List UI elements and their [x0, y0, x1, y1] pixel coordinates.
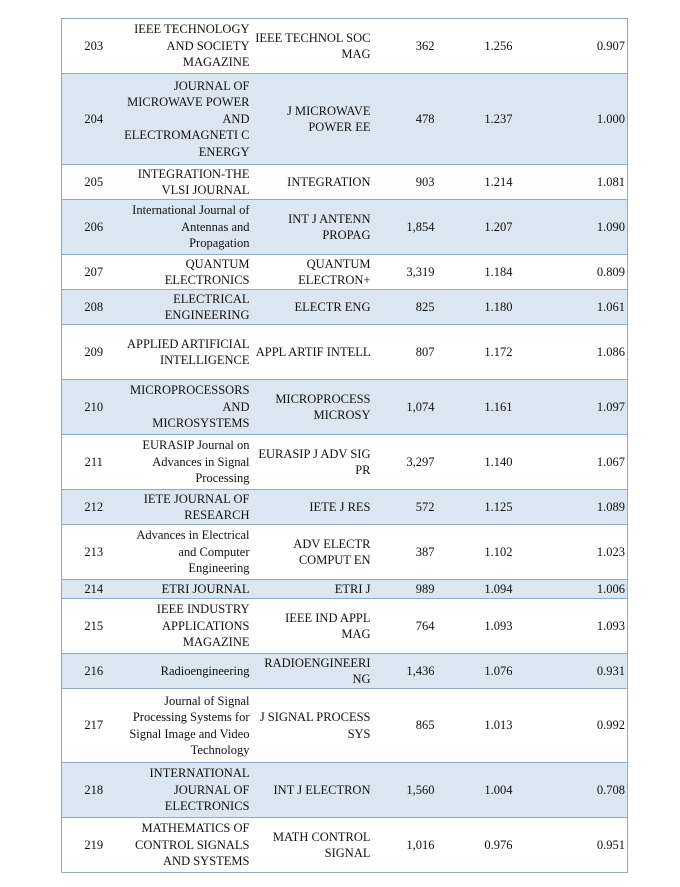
total-cites-cell: 825 — [374, 290, 443, 325]
score-cell: 0.809 — [535, 255, 628, 290]
journal-abbrev-cell: ELECTR ENG — [253, 290, 374, 325]
journal-abbrev-cell: MICROPROCESS MICROSY — [253, 380, 374, 435]
score-cell: 0.992 — [535, 689, 628, 763]
journal-abbrev-cell: EURASIP J ADV SIG PR — [253, 435, 374, 490]
journal-title-cell: International Journal of Antennas and Propagation — [122, 200, 253, 255]
table-row — [62, 818, 628, 873]
journal-title-cell: Journal of Signal Processing Systems for Signal Image and Video Technology — [122, 689, 253, 763]
journal-abbrev-cell: ADV ELECTR COMPUT EN — [253, 525, 374, 580]
journal-abbrev-cell: ETRI J — [253, 580, 374, 599]
journal-abbrev-cell: IETE J RES — [253, 490, 374, 525]
journal-title-cell: IETE JOURNAL OF RESEARCH — [122, 490, 253, 525]
journal-title-cell: INTEGRATION-THE VLSI JOURNAL — [122, 165, 253, 200]
score-cell: 1.090 — [535, 200, 628, 255]
table-row — [62, 255, 628, 290]
journal-title-cell: EURASIP Journal on Advances in Signal Processing — [122, 435, 253, 490]
rank-cell: 216 — [62, 654, 122, 689]
table-row — [62, 689, 628, 763]
journal-abbrev-cell: INT J ELECTRON — [253, 763, 374, 818]
table-row — [62, 19, 628, 74]
impact-factor-cell: 1.256 — [443, 19, 535, 74]
journal-title-cell: QUANTUM ELECTRONICS — [122, 255, 253, 290]
journal-abbrev-cell: RADIOENGINEERI NG — [253, 654, 374, 689]
impact-factor-cell: 1.180 — [443, 290, 535, 325]
impact-factor-cell: 1.076 — [443, 654, 535, 689]
journal-abbrev-cell: INT J ANTENN PROPAG — [253, 200, 374, 255]
rank-cell: 207 — [62, 255, 122, 290]
rank-cell: 213 — [62, 525, 122, 580]
score-cell: 1.067 — [535, 435, 628, 490]
impact-factor-cell: 0.976 — [443, 818, 535, 873]
journal-abbrev-cell: J SIGNAL PROCESS SYS — [253, 689, 374, 763]
score-cell: 1.097 — [535, 380, 628, 435]
journal-title-cell: IEEE TECHNOLOGY AND SOCIETY MAGAZINE — [122, 19, 253, 74]
rank-cell: 209 — [62, 325, 122, 380]
score-cell: 1.061 — [535, 290, 628, 325]
impact-factor-cell: 1.184 — [443, 255, 535, 290]
journal-title-cell: Radioengineering — [122, 654, 253, 689]
journal-abbrev-cell: QUANTUM ELECTRON+ — [253, 255, 374, 290]
journal-title-cell: APPLIED ARTIFICIAL INTELLIGENCE — [122, 325, 253, 380]
table-row — [62, 74, 628, 165]
total-cites-cell: 1,854 — [374, 200, 443, 255]
table-row — [62, 325, 628, 380]
impact-factor-cell: 1.237 — [443, 74, 535, 165]
rank-cell: 219 — [62, 818, 122, 873]
total-cites-cell: 807 — [374, 325, 443, 380]
journal-title-cell: MICROPROCESSORS AND MICROSYSTEMS — [122, 380, 253, 435]
table-row — [62, 165, 628, 200]
journal-abbrev-cell: J MICROWAVE POWER EE — [253, 74, 374, 165]
impact-factor-cell: 1.214 — [443, 165, 535, 200]
table-row — [62, 380, 628, 435]
score-cell: 1.023 — [535, 525, 628, 580]
score-cell: 0.931 — [535, 654, 628, 689]
total-cites-cell: 1,436 — [374, 654, 443, 689]
journal-title-cell: MATHEMATICS OF CONTROL SIGNALS AND SYSTEMS — [122, 818, 253, 873]
total-cites-cell: 989 — [374, 580, 443, 599]
impact-factor-cell: 1.093 — [443, 599, 535, 654]
journal-ranking-table — [61, 18, 628, 873]
rank-cell: 217 — [62, 689, 122, 763]
score-cell: 1.086 — [535, 325, 628, 380]
total-cites-cell: 1,074 — [374, 380, 443, 435]
score-cell: 1.089 — [535, 490, 628, 525]
rank-cell: 208 — [62, 290, 122, 325]
journal-title-cell: ELECTRICAL ENGINEERING — [122, 290, 253, 325]
impact-factor-cell: 1.004 — [443, 763, 535, 818]
journal-title-cell: ETRI JOURNAL — [122, 580, 253, 599]
table-row — [62, 580, 628, 599]
score-cell: 1.000 — [535, 74, 628, 165]
score-cell: 1.006 — [535, 580, 628, 599]
total-cites-cell: 387 — [374, 525, 443, 580]
table-row — [62, 599, 628, 654]
table-row — [62, 763, 628, 818]
rank-cell: 214 — [62, 580, 122, 599]
impact-factor-cell: 1.094 — [443, 580, 535, 599]
impact-factor-cell: 1.125 — [443, 490, 535, 525]
rank-cell: 210 — [62, 380, 122, 435]
total-cites-cell: 478 — [374, 74, 443, 165]
rank-cell: 205 — [62, 165, 122, 200]
table-row — [62, 654, 628, 689]
rank-cell: 206 — [62, 200, 122, 255]
table-row — [62, 290, 628, 325]
table-row — [62, 490, 628, 525]
impact-factor-cell: 1.207 — [443, 200, 535, 255]
total-cites-cell: 764 — [374, 599, 443, 654]
impact-factor-cell: 1.013 — [443, 689, 535, 763]
total-cites-cell: 362 — [374, 19, 443, 74]
journal-title-cell: INTERNATIONAL JOURNAL OF ELECTRONICS — [122, 763, 253, 818]
total-cites-cell: 1,560 — [374, 763, 443, 818]
rank-cell: 218 — [62, 763, 122, 818]
score-cell: 1.081 — [535, 165, 628, 200]
table-body — [62, 19, 628, 873]
journal-abbrev-cell: IEEE IND APPL MAG — [253, 599, 374, 654]
score-cell: 0.951 — [535, 818, 628, 873]
score-cell: 0.907 — [535, 19, 628, 74]
rank-cell: 212 — [62, 490, 122, 525]
journal-title-cell: JOURNAL OF MICROWAVE POWER AND ELECTROMAGNETI C ENERGY — [122, 74, 253, 165]
journal-abbrev-cell: MATH CONTROL SIGNAL — [253, 818, 374, 873]
total-cites-cell: 3,319 — [374, 255, 443, 290]
score-cell: 0.708 — [535, 763, 628, 818]
impact-factor-cell: 1.161 — [443, 380, 535, 435]
impact-factor-cell: 1.102 — [443, 525, 535, 580]
journal-abbrev-cell: INTEGRATION — [253, 165, 374, 200]
impact-factor-cell: 1.172 — [443, 325, 535, 380]
total-cites-cell: 1,016 — [374, 818, 443, 873]
score-cell: 1.093 — [535, 599, 628, 654]
journal-abbrev-cell: APPL ARTIF INTELL — [253, 325, 374, 380]
total-cites-cell: 865 — [374, 689, 443, 763]
rank-cell: 211 — [62, 435, 122, 490]
rank-cell: 204 — [62, 74, 122, 165]
journal-title-cell: IEEE INDUSTRY APPLICATIONS MAGAZINE — [122, 599, 253, 654]
table-row — [62, 200, 628, 255]
rank-cell: 203 — [62, 19, 122, 74]
table-row — [62, 525, 628, 580]
total-cites-cell: 572 — [374, 490, 443, 525]
journal-abbrev-cell: IEEE TECHNOL SOC MAG — [253, 19, 374, 74]
rank-cell: 215 — [62, 599, 122, 654]
journal-title-cell: Advances in Electrical and Computer Engineering — [122, 525, 253, 580]
total-cites-cell: 3,297 — [374, 435, 443, 490]
table-row — [62, 435, 628, 490]
impact-factor-cell: 1.140 — [443, 435, 535, 490]
total-cites-cell: 903 — [374, 165, 443, 200]
